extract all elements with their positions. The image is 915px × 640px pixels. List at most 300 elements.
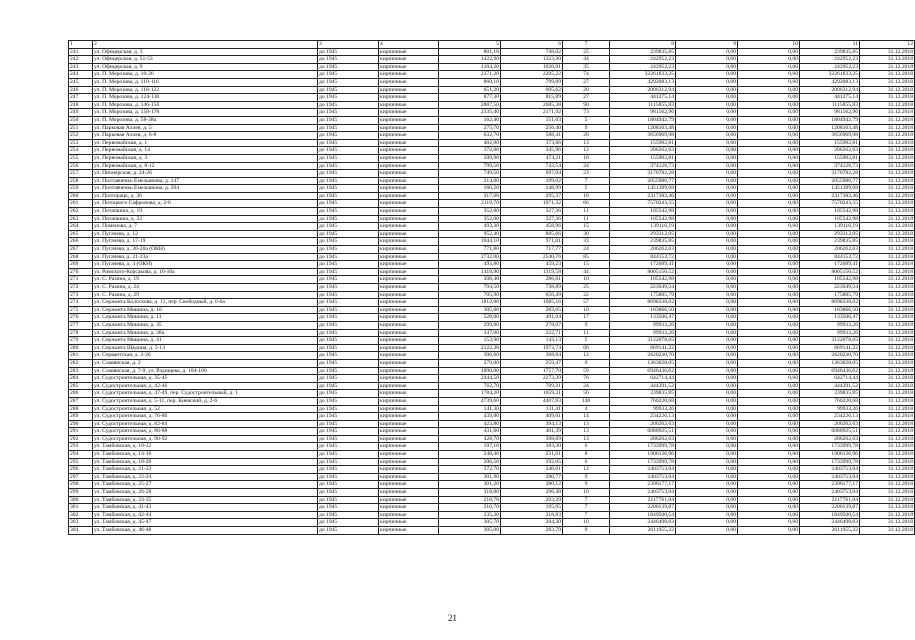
table-cell: до 1945 — [318, 344, 379, 352]
table-cell: 206262,63 — [610, 147, 676, 155]
table-cell: 155902,81 — [610, 139, 676, 147]
table-cell: ул. Парковая Аллея, д. 6-8 — [93, 132, 318, 140]
table-cell: 0,00 — [738, 428, 800, 436]
table-cell: 705,90 — [439, 291, 501, 299]
table-cell: 2205,22 — [501, 71, 563, 79]
table-cell: 24 — [563, 382, 610, 390]
table-cell: 239835,85 — [800, 238, 860, 246]
table-cell: 13 — [563, 420, 610, 428]
page-number: 21 — [448, 613, 457, 623]
table-cell: 24 — [563, 162, 610, 170]
table-cell: ул. Тамбовская, д. 42-44 — [93, 511, 318, 519]
table-row — [69, 337, 915, 345]
table-cell: 1812,00 — [439, 299, 501, 307]
table-cell: 0,00 — [738, 185, 800, 193]
table-cell: 0,00 — [738, 192, 800, 200]
table-cell: 10 — [563, 192, 610, 200]
table-cell: кирпичные — [379, 413, 439, 421]
table-cell: 214,00 — [439, 177, 501, 185]
table-cell: 286,81 — [501, 276, 563, 284]
table-cell: 270 — [69, 268, 93, 276]
table-cell: 31.12.2018 — [860, 435, 915, 443]
table-cell: 0,00 — [676, 367, 738, 375]
table-cell: 0,00 — [738, 458, 800, 466]
table-cell: 0,00 — [738, 489, 800, 497]
table-cell: 23 — [563, 170, 610, 178]
table-cell: до 1945 — [318, 458, 379, 466]
table-cell: 493,80 — [439, 261, 501, 269]
table-cell: ул. П. Морозова, д. 146-156 — [93, 101, 318, 109]
table-cell: 0,00 — [676, 375, 738, 383]
table-cell: ул. П. Морозова, д. 58-38а — [93, 116, 318, 124]
table-cell: 374128,73 — [800, 162, 860, 170]
table-row — [69, 321, 915, 329]
table-cell: 0,00 — [738, 367, 800, 375]
table-cell: 206262,63 — [610, 246, 676, 254]
table-cell: 31.12.2018 — [860, 458, 915, 466]
table-cell: 31.12.2018 — [860, 337, 915, 345]
table-cell: 444391,52 — [800, 382, 860, 390]
table-cell: кирпичные — [379, 94, 439, 102]
table-cell: 99933,26 — [800, 405, 860, 413]
table-cell: 308,40 — [439, 276, 501, 284]
table-cell: 0,00 — [676, 230, 738, 238]
table-cell: кирпичные — [379, 63, 439, 71]
table-cell: до 1945 — [318, 527, 379, 535]
table-cell: кирпичные — [379, 268, 439, 276]
table-cell: 31.12.2018 — [860, 511, 915, 519]
table-cell: 0,00 — [738, 132, 800, 140]
table-row — [69, 382, 915, 390]
table-cell: 1906126,96 — [610, 451, 676, 459]
table-cell: 2117761,04 — [800, 496, 860, 504]
table-cell: 287 — [69, 397, 93, 405]
table-cell: 5 — [563, 185, 610, 193]
table-cell: 1804942,79 — [610, 116, 676, 124]
table-cell: до 1945 — [318, 382, 379, 390]
table-cell: до 1945 — [318, 86, 379, 94]
table-cell: кирпичные — [379, 314, 439, 322]
table-cell: ул. Славянская, д. 7-9, ул. Радищева, д. 104-106 — [93, 367, 318, 375]
table-row — [69, 481, 915, 489]
table-cell: 656,49 — [501, 291, 563, 299]
table-cell: 8005150,52 — [800, 268, 860, 276]
table-cell: до 1945 — [318, 78, 379, 86]
table-cell: 31.12.2018 — [860, 268, 915, 276]
table-cell: 345,96 — [501, 147, 563, 155]
table-cell: 253 — [69, 139, 93, 147]
table-row — [69, 451, 915, 459]
table-cell: 0,00 — [738, 375, 800, 383]
table-cell: 1733999,78 — [800, 458, 860, 466]
table-cell: 1115855,83 — [800, 101, 860, 109]
table-cell: 281 — [69, 352, 93, 360]
table-row — [69, 101, 915, 109]
table-cell: до 1945 — [318, 359, 379, 367]
table-cell: до 1945 — [318, 253, 379, 261]
table-cell: 16 — [563, 154, 610, 162]
table-cell: 31.12.2018 — [860, 154, 915, 162]
table-cell: до 1945 — [318, 451, 379, 459]
table-cell: ул. Судостроительная, д. 86-88 — [93, 428, 318, 436]
table-cell: 605,62 — [501, 86, 563, 94]
table-cell: до 1945 — [318, 481, 379, 489]
table-cell: кирпичные — [379, 116, 439, 124]
table-cell: 0,00 — [676, 458, 738, 466]
table-cell: 8 — [563, 451, 610, 459]
table-cell: 844153,72 — [800, 253, 860, 261]
table-cell: ул. Судостроительная, д. 35-45 — [93, 375, 318, 383]
table-cell: кирпичные — [379, 246, 439, 254]
table-cell: ул. Судостроительная, д. 76-80 — [93, 413, 318, 421]
table-row — [69, 519, 915, 527]
table-cell: 300 — [69, 496, 93, 504]
table-cell: 0,00 — [738, 238, 800, 246]
table-cell: 4292083,13 — [800, 78, 860, 86]
table-cell: 303 — [69, 519, 93, 527]
table-cell: 31.12.2018 — [860, 185, 915, 193]
table-cell: до 1945 — [318, 367, 379, 375]
table-cell: до 1945 — [318, 230, 379, 238]
table-cell: 206262,63 — [800, 246, 860, 254]
table-cell: 235,30 — [439, 511, 501, 519]
table-cell: 0,00 — [676, 451, 738, 459]
table-cell: 0,00 — [676, 397, 738, 405]
table-cell: 317,60 — [439, 192, 501, 200]
table-cell: 31.12.2018 — [860, 238, 915, 246]
table-cell: 1849500,54 — [610, 511, 676, 519]
table-cell: ул. Тамбовская, д. 18-20 — [93, 458, 318, 466]
table-cell: 31.12.2018 — [860, 147, 915, 155]
table-cell: до 1945 — [318, 56, 379, 64]
table-cell: 2055986,77 — [610, 177, 676, 185]
table-cell: 372,00 — [439, 147, 501, 155]
table-row — [69, 458, 915, 466]
table-cell: 0,00 — [738, 94, 800, 102]
table-cell: кирпичные — [379, 443, 439, 451]
column-header-12: 12 — [860, 41, 915, 49]
table-cell: кирпичные — [379, 86, 439, 94]
table-cell: кирпичные — [379, 48, 439, 56]
table-cell: до 1945 — [318, 200, 379, 208]
table-cell: 642714,44 — [800, 375, 860, 383]
table-cell: 2317383,46 — [610, 192, 676, 200]
table-cell: 0,00 — [738, 337, 800, 345]
table-cell: 279,00 — [439, 359, 501, 367]
table-cell: 305,00 — [439, 527, 501, 535]
table-cell: 799,89 — [501, 78, 563, 86]
table-cell: 0,00 — [738, 268, 800, 276]
table-cell: до 1945 — [318, 496, 379, 504]
table-cell: 981562,96 — [800, 109, 860, 117]
table-cell: кирпичные — [379, 511, 439, 519]
table-cell: до 1945 — [318, 246, 379, 254]
table-cell: 293 — [69, 443, 93, 451]
table-cell: ул. Тамбовская, д. 33-35 — [93, 496, 318, 504]
table-cell: 99933,26 — [610, 321, 676, 329]
table-cell: 8698338,02 — [800, 299, 860, 307]
table-cell: 31.12.2018 — [860, 170, 915, 178]
column-header-8: 8 — [610, 41, 676, 49]
table-cell: 6946436,62 — [800, 367, 860, 375]
table-cell: 301,90 — [439, 473, 501, 481]
table-cell: 31.12.2018 — [860, 405, 915, 413]
table-cell: 0,00 — [738, 253, 800, 261]
table-cell: 305,00 — [439, 306, 501, 314]
table-cell: 0,00 — [676, 359, 738, 367]
table-cell: 2444,50 — [439, 375, 501, 383]
table-cell: 2273,39 — [501, 375, 563, 383]
table-cell: 0,00 — [738, 390, 800, 398]
table-cell: 0,00 — [676, 519, 738, 527]
table-cell: кирпичные — [379, 337, 439, 345]
table-cell: ул. Сержанта Мишина, д. 41 — [93, 337, 318, 345]
table-cell: 246 — [69, 86, 93, 94]
table-cell: 2119,70 — [439, 200, 501, 208]
table-cell: 44 — [563, 268, 610, 276]
table-cell: 2403753,04 — [610, 489, 676, 497]
table-cell: 2006312,94 — [800, 86, 860, 94]
table-cell: 31.12.2018 — [860, 261, 915, 269]
table-cell: 269 — [69, 261, 93, 269]
table-cell: 2117761,04 — [610, 496, 676, 504]
table-cell: 20 — [563, 86, 610, 94]
table-cell: 239835,85 — [800, 390, 860, 398]
table-cell: 0,00 — [676, 344, 738, 352]
table-cell: 2403753,04 — [800, 489, 860, 497]
table-row — [69, 420, 915, 428]
table-cell: 2055986,77 — [800, 177, 860, 185]
table-cell: 133506,47 — [610, 314, 676, 322]
table-row — [69, 314, 915, 322]
table-row — [69, 329, 915, 337]
table-cell: 0,00 — [738, 314, 800, 322]
table-cell: 0,00 — [676, 420, 738, 428]
table-cell: ул. Судостроительная, д. 5-11, пер. Киевский, д. 2-6 — [93, 397, 318, 405]
table-cell: 7 — [563, 504, 610, 512]
table-cell: 289 — [69, 413, 93, 421]
table-cell: 860,10 — [439, 78, 501, 86]
table-cell: кирпичные — [379, 451, 439, 459]
table-cell: 322,71 — [501, 329, 563, 337]
table-cell: 268 — [69, 253, 93, 261]
table-cell: кирпичные — [379, 132, 439, 140]
table-cell: 799,50 — [439, 162, 501, 170]
table-cell: 283,65 — [501, 306, 563, 314]
table-cell: 301 — [69, 504, 93, 512]
table-cell: ул. Сержанта Мишина, д. 10 — [93, 306, 318, 314]
table-cell: 0,00 — [676, 48, 738, 56]
table-cell: ул. Пионерская, д. 24-26 — [93, 170, 318, 178]
table-cell: 285 — [69, 382, 93, 390]
table-row — [69, 238, 915, 246]
table-cell: 1363028,05 — [610, 359, 676, 367]
table-cell: 1208163,48 — [800, 124, 860, 132]
table-cell: 296 — [69, 466, 93, 474]
table-cell: 282 — [69, 359, 93, 367]
table-row — [69, 253, 915, 261]
table-cell: 294 — [69, 451, 93, 459]
table-cell: 0,00 — [738, 443, 800, 451]
table-cell: 0,00 — [676, 170, 738, 178]
table-row — [69, 284, 915, 292]
table-cell: до 1945 — [318, 109, 379, 117]
table-cell: 248,40 — [439, 451, 501, 459]
table-cell: кирпичные — [379, 397, 439, 405]
table-cell: ул. Тамбовская, д. 41-43 — [93, 504, 318, 512]
table-cell: до 1945 — [318, 170, 379, 178]
table-cell: 13 — [563, 435, 610, 443]
table-cell: 9 — [563, 359, 610, 367]
table-cell: 276 — [69, 314, 93, 322]
table-cell: 293312,05 — [610, 230, 676, 238]
table-cell: до 1945 — [318, 397, 379, 405]
table-cell: до 1945 — [318, 154, 379, 162]
table-cell: 304 — [69, 527, 93, 535]
table-cell: 7570243,55 — [800, 200, 860, 208]
table-cell: 1115855,83 — [610, 101, 676, 109]
table-cell: до 1945 — [318, 314, 379, 322]
table-row — [69, 139, 915, 147]
table-cell: ул. С. Разина, д. 24 — [93, 284, 318, 292]
table-cell: 0,00 — [676, 473, 738, 481]
table-cell: 0,00 — [676, 215, 738, 223]
table-cell: 131,41 — [501, 405, 563, 413]
table-cell: ул. Судостроительная, д. 42-46 — [93, 382, 318, 390]
table-cell: 256,40 — [501, 124, 563, 132]
table-cell: 981562,96 — [610, 109, 676, 117]
table-cell: 2446498,63 — [800, 519, 860, 527]
table-cell: ул. Полтавченко Емельянова, д. 204 — [93, 185, 318, 193]
table-cell: кирпичные — [379, 147, 439, 155]
table-cell: 1659,31 — [501, 390, 563, 398]
table-cell: 11 — [563, 208, 610, 216]
table-cell: 7 — [563, 496, 610, 504]
table-cell: 4407,83 — [501, 397, 563, 405]
table-cell: 10 — [563, 489, 610, 497]
table-cell: 280,12 — [501, 481, 563, 489]
table-cell: до 1945 — [318, 261, 379, 269]
table-cell: до 1945 — [318, 352, 379, 360]
column-header-5: 5 — [439, 41, 501, 49]
table-cell: до 1945 — [318, 375, 379, 383]
table-row — [69, 208, 915, 216]
table-cell: 155902,81 — [800, 139, 860, 147]
table-cell: 172689,41 — [800, 261, 860, 269]
table-cell: 206262,63 — [800, 147, 860, 155]
table-cell: 0,00 — [738, 496, 800, 504]
table-cell: 0,00 — [676, 192, 738, 200]
table-cell: ул. Сержанта Колоскова, д. 11, пер. Свободный, д. 6-6а — [93, 299, 318, 307]
table-cell: 0,00 — [738, 116, 800, 124]
table-row — [69, 94, 915, 102]
table-cell: 0,00 — [676, 154, 738, 162]
table-cell: 0,00 — [676, 276, 738, 284]
table-cell: 374128,73 — [610, 162, 676, 170]
table-cell: 242952,23 — [800, 56, 860, 64]
table-row — [69, 527, 915, 535]
table-cell: до 1945 — [318, 321, 379, 329]
table-cell: 284 — [69, 375, 93, 383]
table-cell: кирпичные — [379, 344, 439, 352]
table-cell: 31.12.2018 — [860, 527, 915, 535]
table-cell: 0,00 — [676, 132, 738, 140]
table-cell: 206,50 — [439, 458, 501, 466]
table-cell: 0,00 — [676, 291, 738, 299]
table-cell: 31.12.2018 — [860, 359, 915, 367]
table-cell: 2446498,63 — [610, 519, 676, 527]
table-cell: 151,03 — [501, 116, 563, 124]
table-cell: 0,00 — [738, 208, 800, 216]
table-cell: 31.12.2018 — [860, 177, 915, 185]
table-cell: 162,40 — [439, 116, 501, 124]
table-cell: 1422,90 — [439, 56, 501, 64]
table-cell: 31.12.2018 — [860, 223, 915, 231]
table-cell: 1733999,78 — [610, 443, 676, 451]
table-cell: 277 — [69, 321, 93, 329]
table-cell: 31.12.2018 — [860, 504, 915, 512]
table-cell: 295,37 — [501, 192, 563, 200]
table-cell: 0,00 — [738, 215, 800, 223]
table-cell: 32261833,25 — [610, 71, 676, 79]
table-cell: 0,00 — [676, 382, 738, 390]
table-cell: 31.12.2018 — [860, 253, 915, 261]
table-cell: 885,66 — [501, 230, 563, 238]
table-cell: 0,00 — [738, 147, 800, 155]
table-cell: кирпичные — [379, 170, 439, 178]
table-row — [69, 223, 915, 231]
table-cell: до 1945 — [318, 337, 379, 345]
table-cell: ул. Сержанта Мишина, д. 38а — [93, 329, 318, 337]
table-cell: 206262,63 — [610, 420, 676, 428]
table-row — [69, 48, 915, 56]
table-cell: 7 — [563, 511, 610, 519]
table-cell: 0,00 — [738, 261, 800, 269]
table-cell: 20 — [563, 132, 610, 140]
table-cell: 0,00 — [738, 359, 800, 367]
table-cell: 0,00 — [738, 139, 800, 147]
table-cell: 31.12.2018 — [860, 132, 915, 140]
table-cell: 73 — [563, 109, 610, 117]
table-cell: 31.12.2018 — [860, 413, 915, 421]
table-cell: 748,02 — [501, 48, 563, 56]
table-cell: 10 — [563, 306, 610, 314]
table-cell: 669141,22 — [610, 344, 676, 352]
table-cell: 257 — [69, 170, 93, 178]
column-header-3: 3 — [318, 41, 379, 49]
table-cell: 99933,26 — [800, 329, 860, 337]
table-cell: 105542,98 — [800, 208, 860, 216]
table-cell: кирпичные — [379, 230, 439, 238]
table-cell: 1890,00 — [439, 367, 501, 375]
table-cell: 632,70 — [439, 132, 501, 140]
table-cell: 139116,19 — [610, 223, 676, 231]
table-cell: 0,00 — [738, 397, 800, 405]
table-cell: ул. Пугачева, д. 17-19 — [93, 238, 318, 246]
column-header-4: 4 — [379, 41, 439, 49]
table-cell: 31.12.2018 — [860, 382, 915, 390]
table-cell: 31.12.2018 — [860, 481, 915, 489]
table-cell: 2820230,70 — [800, 352, 860, 360]
table-row — [69, 473, 915, 481]
table-cell: 297 — [69, 473, 93, 481]
table-cell: 27 — [563, 94, 610, 102]
table-cell: до 1945 — [318, 489, 379, 497]
table-cell: 31.12.2018 — [860, 306, 915, 314]
table-cell: 0,00 — [738, 223, 800, 231]
table-cell: 3170782,28 — [610, 170, 676, 178]
table-cell: 0,00 — [676, 504, 738, 512]
